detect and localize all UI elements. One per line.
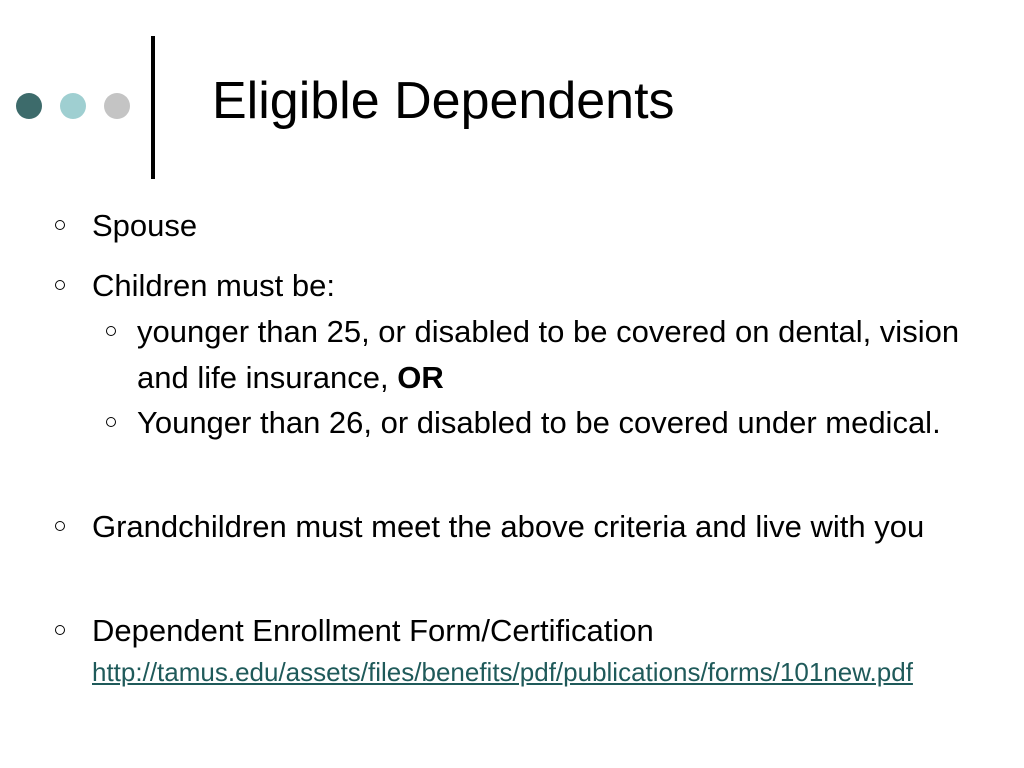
decorative-dot-light bbox=[60, 93, 86, 119]
bullet-text: Spouse bbox=[92, 208, 198, 243]
decorative-dot-dark bbox=[16, 93, 42, 119]
bullet-grandchildren bbox=[92, 504, 1002, 549]
sub-bullet-circle-icon bbox=[106, 417, 116, 427]
bullet-spouse bbox=[92, 203, 1002, 248]
bullet-circle-icon bbox=[55, 625, 65, 635]
emphasis-or: OR bbox=[397, 360, 444, 395]
sub-bullet-circle-icon bbox=[106, 326, 116, 336]
bullet-text: Children must be: bbox=[92, 268, 335, 303]
bullet-enrollment-form bbox=[92, 608, 1002, 689]
bullet-children bbox=[92, 263, 1002, 308]
sub-bullet-under-26 bbox=[137, 400, 997, 446]
slide-title: Eligible Dependents bbox=[212, 72, 675, 130]
title-divider bbox=[151, 36, 155, 179]
bullet-text: Dependent Enrollment Form/Certification bbox=[92, 613, 654, 648]
bullet-circle-icon bbox=[55, 280, 65, 290]
bullet-circle-icon bbox=[55, 521, 65, 531]
bullet-text: Grandchildren must meet the above criteria and live with you bbox=[92, 509, 925, 544]
enrollment-form-link[interactable]: http://tamus.edu/assets/files/benefits/pdf/publications/forms/101new.pdf bbox=[92, 657, 913, 687]
bullet-circle-icon bbox=[55, 220, 65, 230]
sub-bullet-text: younger than 25, or disabled to be covered on dental, vision and life insurance, bbox=[137, 314, 960, 395]
sub-bullet-text: Younger than 26, or disabled to be covered under medical. bbox=[137, 405, 941, 440]
sub-bullet-under-25 bbox=[137, 309, 997, 401]
decorative-dot-gray bbox=[104, 93, 130, 119]
